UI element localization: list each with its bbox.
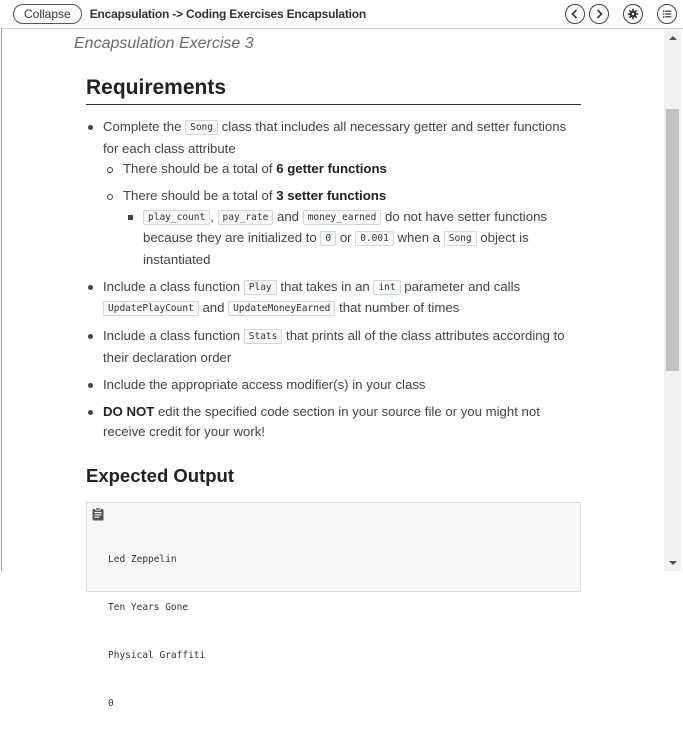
scrollbar[interactable] bbox=[664, 29, 681, 571]
collapse-button[interactable]: Collapse bbox=[13, 4, 82, 24]
expected-output-box bbox=[86, 502, 581, 709]
breadcrumb: Encapsulation -> Coding Exercises Encapsulation bbox=[89, 7, 367, 21]
requirements-heading: Requirements bbox=[86, 76, 581, 105]
scroll-up-icon[interactable] bbox=[664, 29, 681, 46]
expected-output-text bbox=[108, 520, 205, 744]
sub-item: There should be a total of 3 setter functions play_count , pay_rate and money_earned do not have setter functions because they are initialized to 0 or 0.001 when a Song object is instantiated bbox=[103, 186, 581, 270]
main-content bbox=[86, 76, 581, 709]
sub-sub-item: play_count , pay_rate and money_earned do not have setter functions because they are initialized to 0 or 0.001 when a Song object is instantiated bbox=[123, 207, 581, 271]
chevron-left-icon[interactable] bbox=[565, 4, 585, 24]
scroll-thumb[interactable] bbox=[666, 109, 679, 371]
left-border bbox=[1, 29, 2, 571]
sub-list bbox=[103, 159, 581, 270]
clipboard-icon[interactable] bbox=[91, 507, 105, 521]
chevron-right-icon[interactable] bbox=[589, 4, 609, 24]
code-song: Song bbox=[185, 120, 218, 135]
requirements-list bbox=[86, 117, 581, 443]
output-line: Physical Graffiti bbox=[108, 649, 206, 661]
requirement-item: DO NOT edit the specified code section in your source file or you might not receive credit for your work! bbox=[86, 402, 581, 443]
requirement-item: Include a class function Stats that prints all of the class attributes according to their declaration order bbox=[86, 326, 581, 368]
gear-icon[interactable] bbox=[623, 4, 643, 24]
expected-output-heading: Expected Output bbox=[86, 464, 235, 486]
page-subtitle: Encapsulation Exercise 3 bbox=[74, 35, 254, 52]
requirement-item: Include the appropriate access modifier(s) in your class bbox=[86, 375, 581, 396]
output-line: 0 bbox=[108, 697, 114, 709]
requirement-item: Complete the Song class that includes all necessary getter and setter functions for each class attribute There should be a total of 6 getter functions There should be a total of 3 setter functions play_count , pay_rate and money_earned do not have setter functions because they are initialized to 0 or 0.001 when a Song object is instantiated bbox=[86, 117, 581, 270]
requirement-item: Include a class function Play that takes in an int parameter and calls UpdatePlayCount and UpdateMoneyEarned that number of times bbox=[86, 277, 581, 320]
menu-list-icon[interactable] bbox=[657, 4, 677, 24]
top-icons bbox=[565, 4, 677, 24]
sub-sub-list bbox=[123, 207, 581, 271]
sub-item: There should be a total of 6 getter functions bbox=[103, 159, 581, 180]
output-line: Ten Years Gone bbox=[108, 601, 189, 613]
scroll-down-icon[interactable] bbox=[664, 554, 681, 571]
top-bar bbox=[0, 0, 683, 29]
output-line: Led Zeppelin bbox=[108, 553, 177, 565]
